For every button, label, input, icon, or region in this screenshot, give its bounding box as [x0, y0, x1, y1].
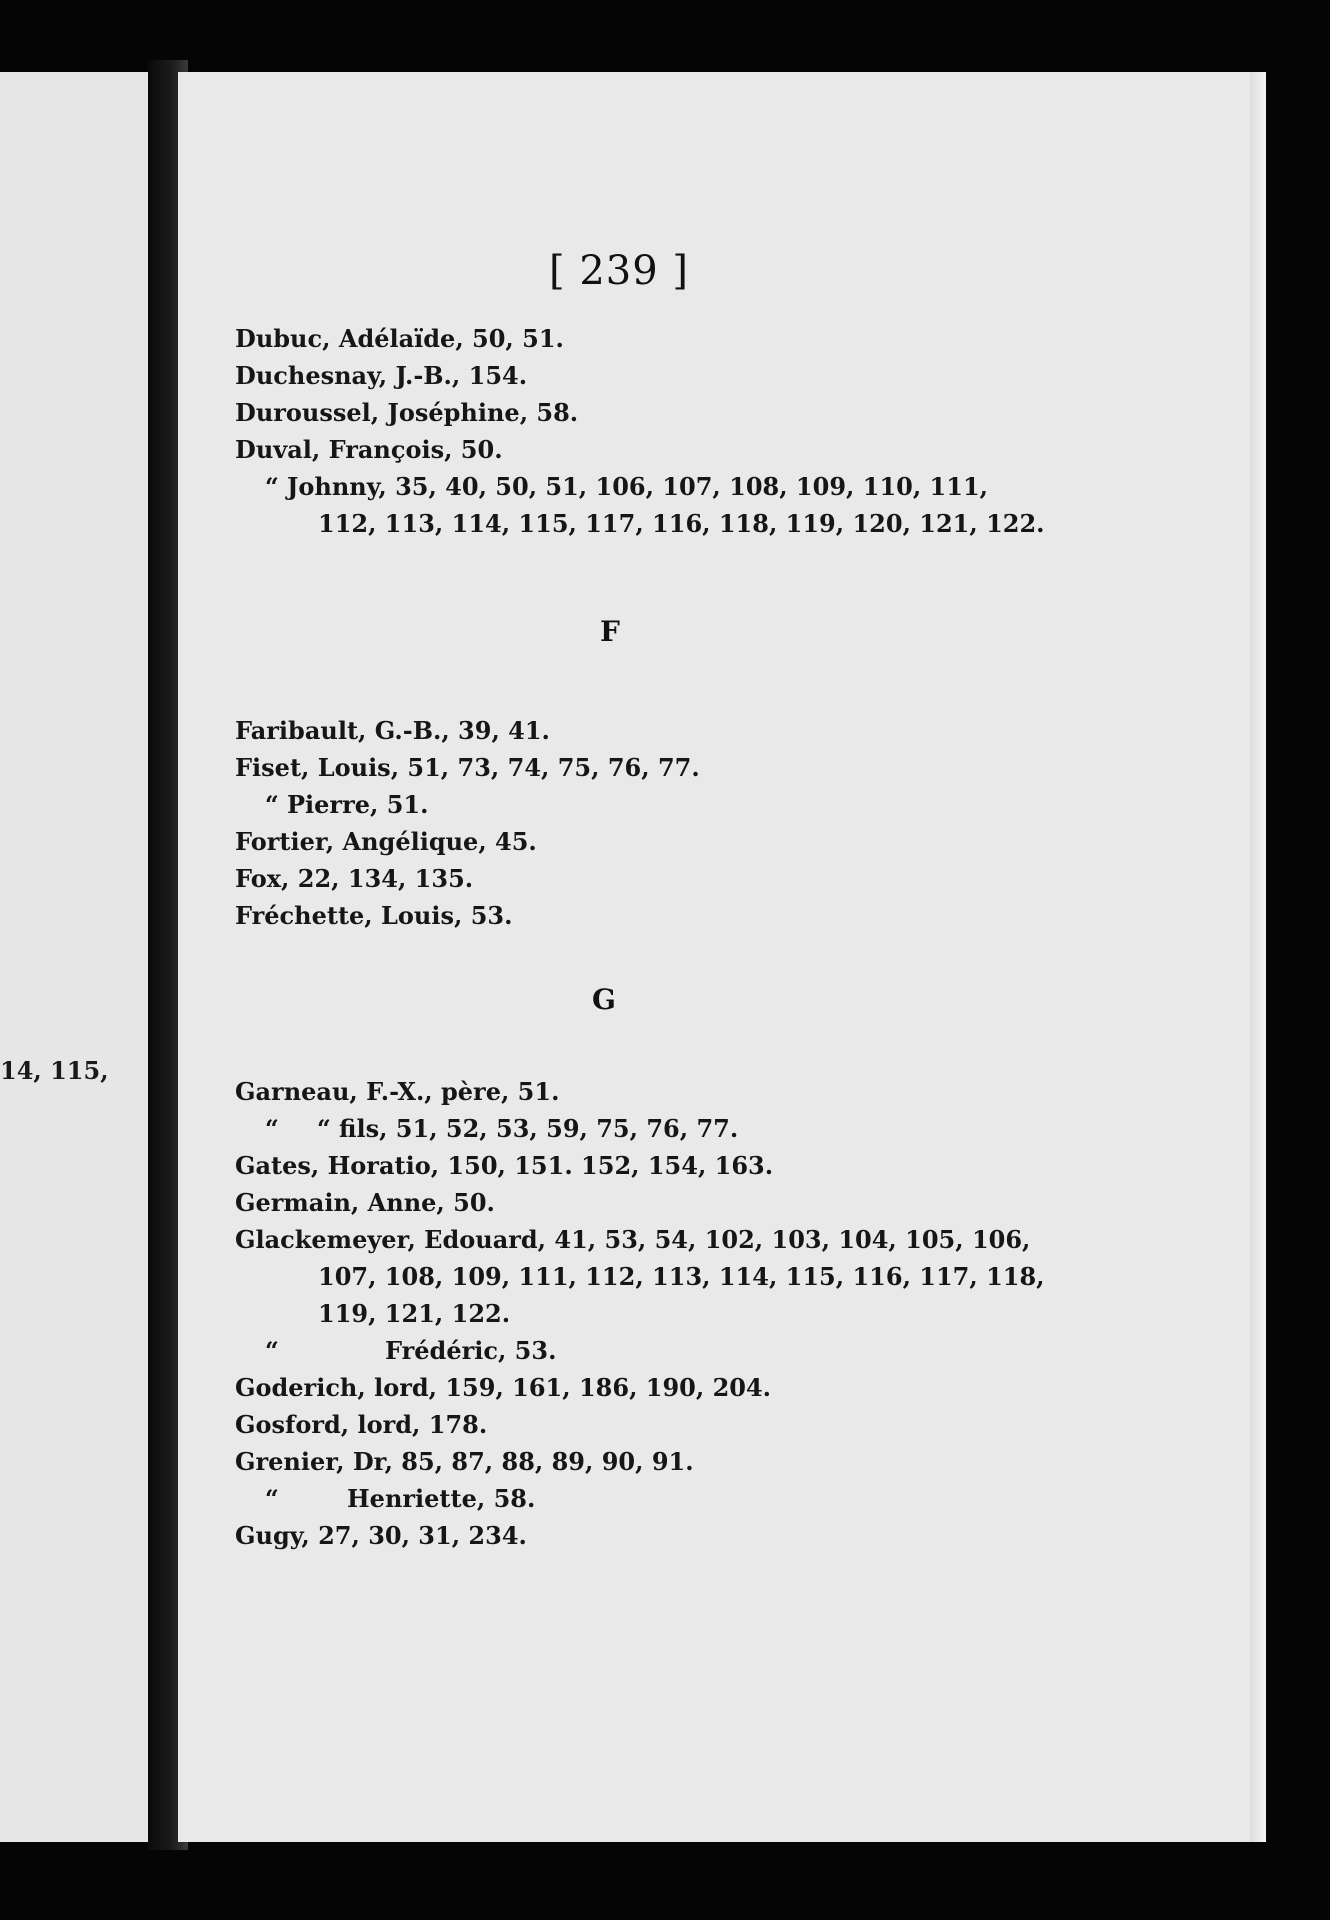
index-section-g [235, 1073, 1045, 1554]
index-entry [235, 1369, 1045, 1406]
entry-text: Fortier, Angélique, 45. [235, 827, 537, 856]
ditto-mark: “ [265, 1484, 279, 1513]
entry-text: Germain, Anne, 50. [235, 1188, 495, 1217]
ditto-mark: “ [265, 472, 279, 501]
index-entry-continuation [235, 505, 1045, 542]
entry-text: Grenier, Dr, 85, 87, 88, 89, 90, 91. [235, 1447, 694, 1476]
entry-text: Gugy, 27, 30, 31, 234. [235, 1521, 527, 1550]
entry-text: 119, 121, 122. [318, 1299, 511, 1328]
index-entry [235, 431, 1045, 468]
index-entry [235, 1184, 1045, 1221]
ditto-mark: “ [317, 1114, 331, 1143]
entry-text: Frédéric, 53. [385, 1336, 557, 1365]
index-entry [235, 749, 700, 786]
entry-text: Fox, 22, 134, 135. [235, 864, 474, 893]
entry-text: Dubuc, Adélaïde, 50, 51. [235, 324, 564, 353]
index-entry [235, 860, 700, 897]
entry-text: fils, 51, 52, 53, 59, 75, 76, 77. [339, 1114, 739, 1143]
index-entry [235, 468, 1045, 505]
index-entry [235, 357, 1045, 394]
index-entry [235, 1147, 1045, 1184]
page-number: [ 239 ] [549, 248, 689, 294]
entry-text: Henriette, 58. [347, 1484, 536, 1513]
entry-text: Fréchette, Louis, 53. [235, 901, 513, 930]
entry-text: 107, 108, 109, 111, 112, 113, 114, 115, 116, 117, 118, [318, 1262, 1045, 1291]
section-letter-g: G [592, 983, 616, 1016]
index-entry [235, 1406, 1045, 1443]
entry-text: Garneau, F.-X., père, 51. [235, 1077, 560, 1106]
entry-text: Duroussel, Joséphine, 58. [235, 398, 579, 427]
index-entry-continuation [235, 1295, 1045, 1332]
entry-text: Gates, Horatio, 150, 151. 152, 154, 163. [235, 1151, 774, 1180]
left-page-text-fragment: 14, 115, [0, 1056, 109, 1085]
index-entry-continuation [235, 1258, 1045, 1295]
left-page [0, 72, 148, 1842]
index-entry [235, 712, 700, 749]
entry-text: Gosford, lord, 178. [235, 1410, 488, 1439]
ditto-mark: “ [265, 790, 279, 819]
index-entry [235, 1332, 1045, 1369]
index-entry [235, 897, 700, 934]
section-letter-f: F [600, 615, 620, 648]
entry-text: Fiset, Louis, 51, 73, 74, 75, 76, 77. [235, 753, 700, 782]
index-section-f [235, 712, 700, 934]
entry-text: 112, 113, 114, 115, 117, 116, 118, 119, 120, 121, 122. [318, 509, 1045, 538]
entry-text: Faribault, G.-B., 39, 41. [235, 716, 550, 745]
index-entry [235, 1480, 1045, 1517]
index-entry [235, 786, 700, 823]
entry-text: Goderich, lord, 159, 161, 186, 190, 204. [235, 1373, 772, 1402]
ditto-mark: “ [265, 1114, 279, 1143]
entry-text: Pierre, 51. [287, 790, 429, 819]
index-entry [235, 394, 1045, 431]
page-edge [1250, 72, 1266, 1842]
index-entry [235, 320, 1045, 357]
entry-text: Glackemeyer, Edouard, 41, 53, 54, 102, 103, 104, 105, 106, [235, 1225, 1031, 1254]
entry-text: Johnny, 35, 40, 50, 51, 106, 107, 108, 109, 110, 111, [287, 472, 989, 501]
index-entry [235, 1110, 1045, 1147]
index-entry [235, 1517, 1045, 1554]
entry-text: Duchesnay, J.-B., 154. [235, 361, 528, 390]
ditto-mark: “ [265, 1336, 279, 1365]
index-entry [235, 1221, 1045, 1258]
index-section-d [235, 320, 1045, 542]
index-entry [235, 1073, 1045, 1110]
index-entry [235, 823, 700, 860]
entry-text: Duval, François, 50. [235, 435, 503, 464]
index-entry [235, 1443, 1045, 1480]
